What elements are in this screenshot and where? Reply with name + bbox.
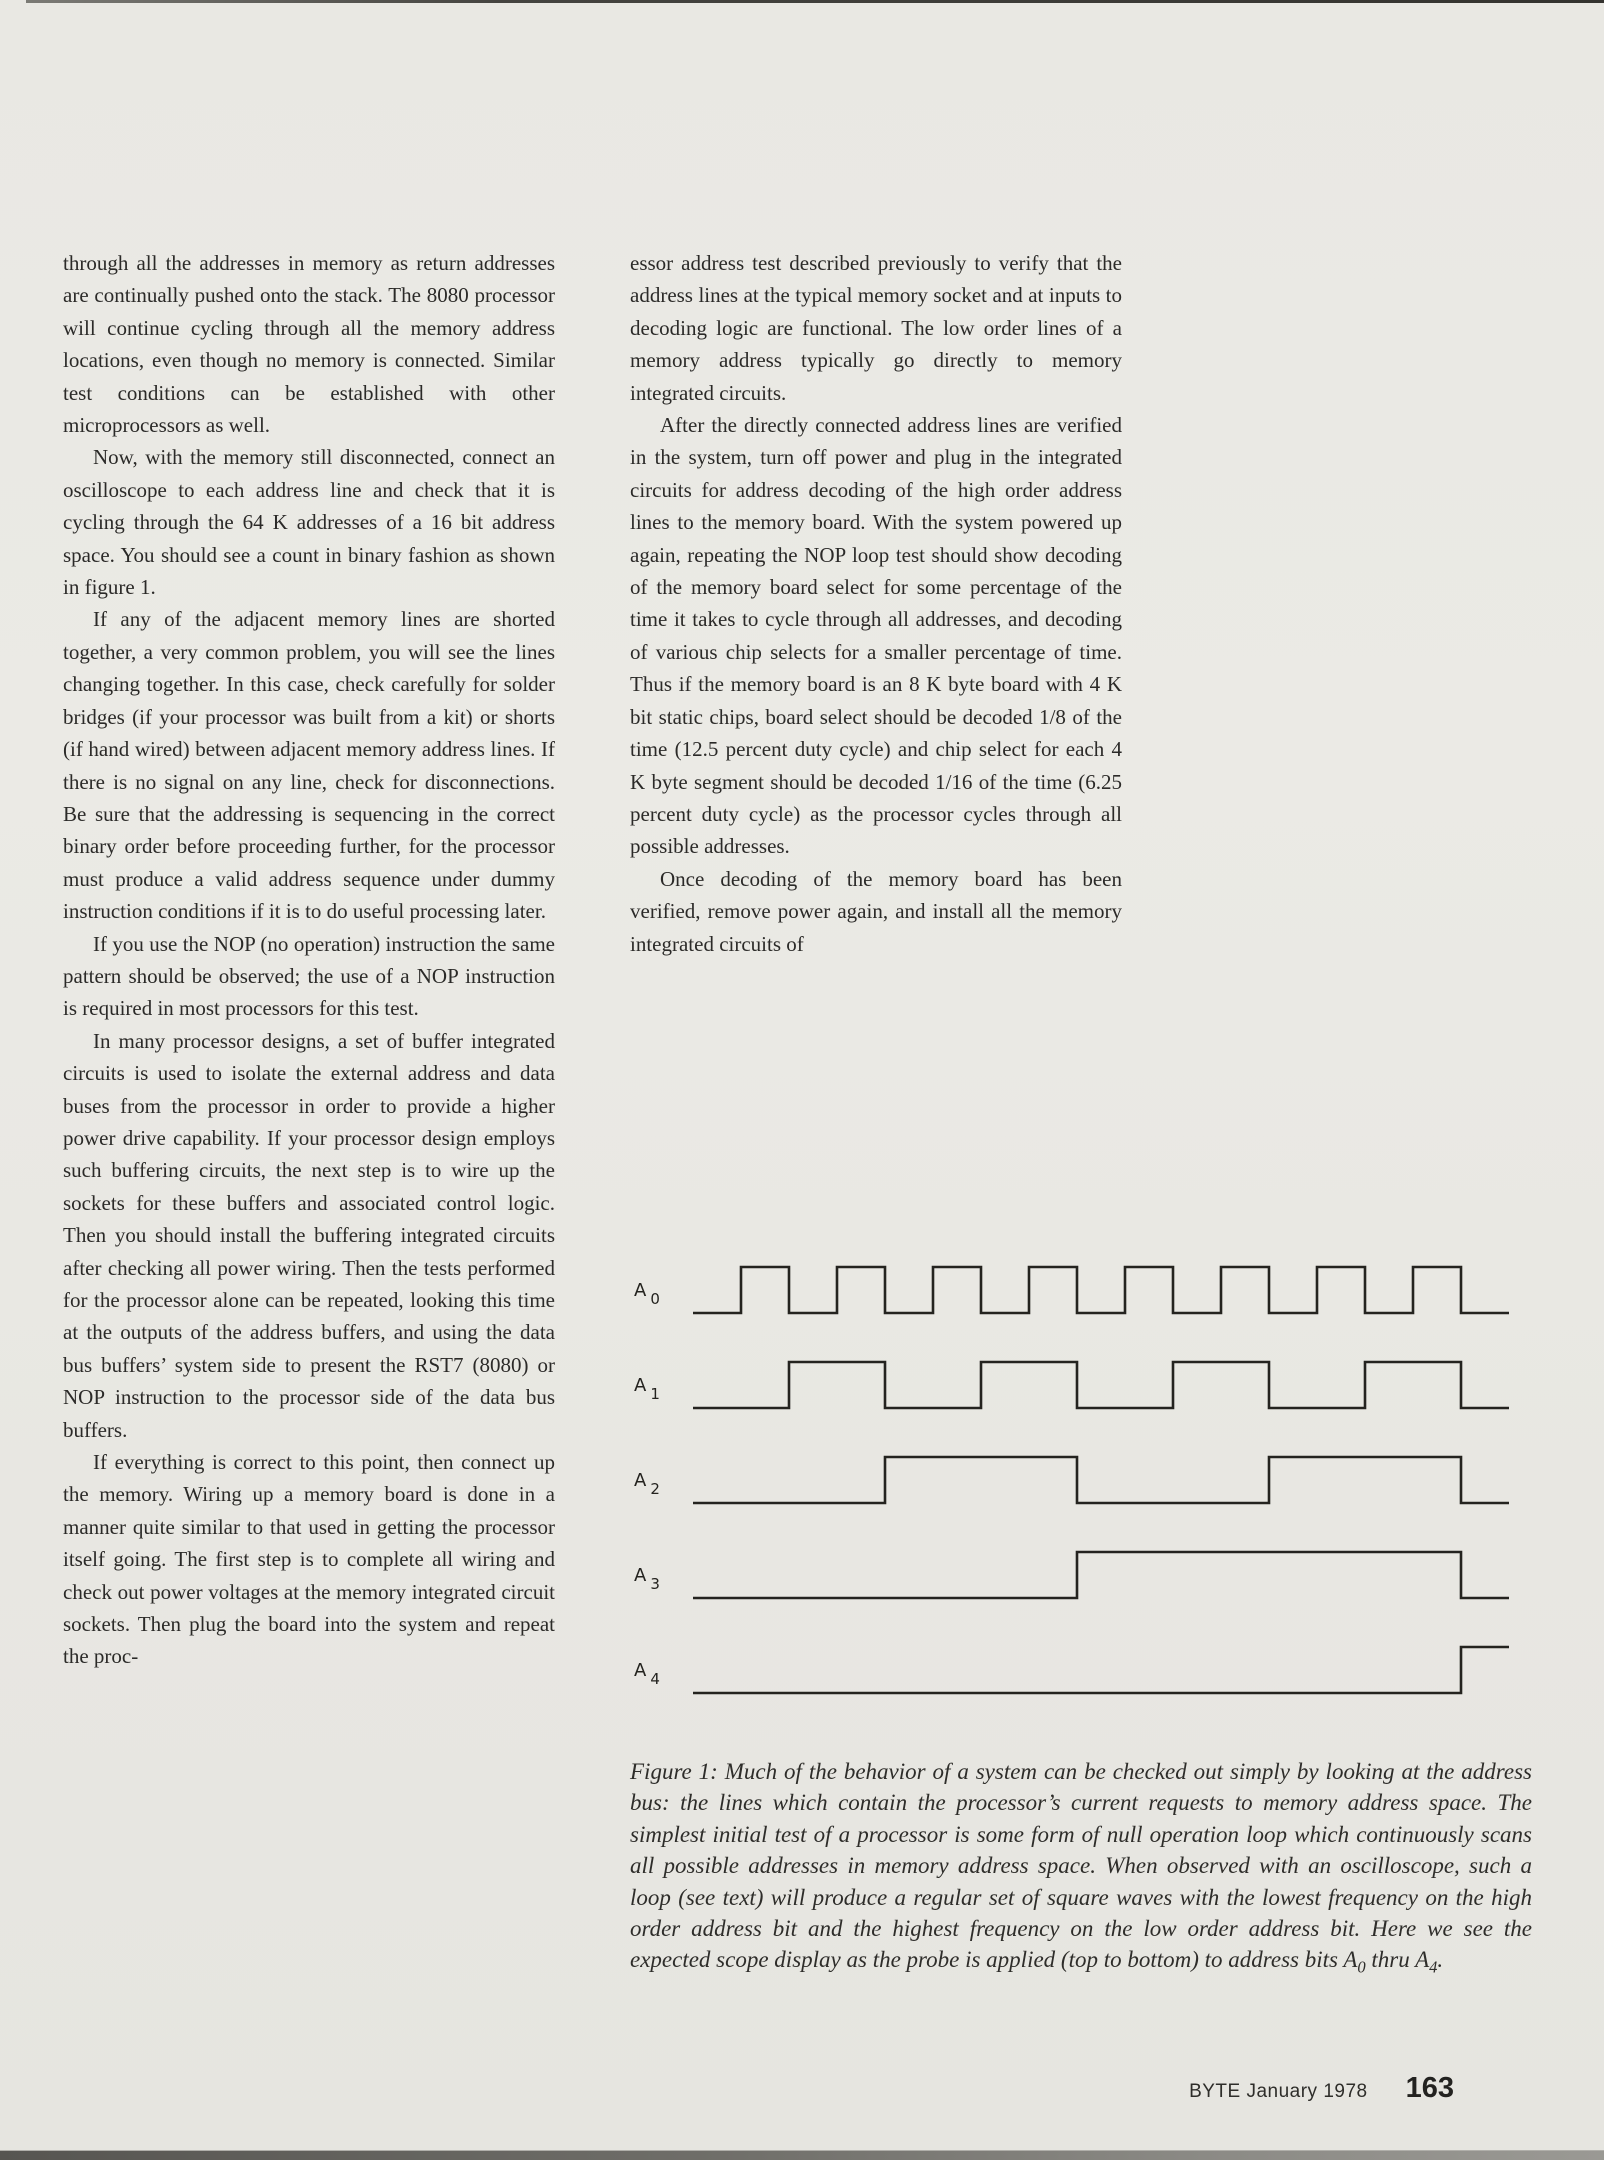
paragraph: After the directly connected address lines are verified in the system, turn off power and plug in the integrated circuits for address decoding of the high order address lines to the memory board. With the system powered up again, repeating the NOP loop test should show decoding of the memory board select for some percentage of the time it takes to cycle through all addresses, and decoding of various chip selects for a smaller percentage of time. Thus if the memory board is an 8 K byte board with 4 K bit static chips, board select should be decoded 1/8 of the time (12.5 percent duty cycle) and chip select for each 4 K byte segment should be decoded 1/16 of the time (6.25 percent duty cycle) as the processor cycles through all possible addresses. <box>630 413 1122 859</box>
page-footer <box>1189 2072 1454 2105</box>
waveform-trace-A2 <box>693 1457 1509 1503</box>
waveform-row-A2 <box>634 1457 1509 1503</box>
right-column <box>630 247 1122 960</box>
waveform-label-A1: A $_1$ <box>634 1375 660 1403</box>
waveform-label-A2: A $_2$ <box>634 1470 660 1498</box>
paragraph: Once decoding of the memory board has been verified, remove power again, and install all the memory integrated circuits of <box>630 866 1122 956</box>
page-number: 163 <box>1405 2072 1454 2104</box>
waveform-row-A3 <box>634 1552 1509 1598</box>
paragraph: essor address test described previously to verify that the address lines at the typical memory socket and at inputs to decoding logic are functional. The low order lines of a memory address typically go directly to memory integrated circuits. <box>630 251 1122 405</box>
waveform-row-A0 <box>634 1267 1509 1313</box>
paragraph: If any of the adjacent memory lines are shorted together, a very common problem, you will see the lines changing together. In this case, check carefully for solder bridges (if your processor was built from a kit) or shorts (if hand wired) between adjacent memory address lines. If there is no signal on any line, check for disconnections. Be sure that the addressing is sequencing in the correct binary order before proceeding further, for the processor must produce a valid address sequence under dummy instruction conditions if it is to do useful processing later. <box>63 607 555 924</box>
left-column <box>63 247 555 1673</box>
figure-caption: Figure 1: Much of the behavior of a system can be checked out simply by looking at the address bus: the lines which contain the processor’s current requests to memory address space. The simplest initial test of a processor is some form of null operation loop which continuously scans all possible addresses in memory address space. When observed with an oscilloscope, such a loop (see text) will produce a regular set of square waves with the lowest frequency on the high order address bit and the highest frequency on the low order address bit. Here we see the expected scope display as the probe is applied (top to bottom) to address bits $A_0$ thru $A_4$. <box>630 1759 1532 1978</box>
waveform-row-A4 <box>634 1647 1509 1693</box>
waveform-label-A4: A $_4$ <box>634 1660 660 1688</box>
waveform-trace-A0 <box>693 1267 1509 1313</box>
journal-name-date: BYTE January 1978 <box>1189 2081 1368 2102</box>
figure-1 <box>630 1228 1532 1730</box>
subscript: 4 <box>1429 1958 1438 1978</box>
waveform-label-A3: A $_3$ <box>634 1565 660 1593</box>
paragraph: If everything is correct to this point, then connect up the memory. Wiring up a memory board is done in a manner quite similar to that used in getting the processor itself going. The first step is to complete all wiring and check out power voltages at the memory integrated circuit sockets. Then plug the board into the system and repeat the proc- <box>63 1450 555 1669</box>
waveform-trace-A3 <box>693 1552 1509 1598</box>
page-top-edge-shadow <box>26 0 1604 3</box>
waveform-trace-A1 <box>693 1362 1509 1408</box>
paragraph: If you use the NOP (no operation) instruction the same pattern should be observed; the use of a NOP instruction is required in most processors for this test. <box>63 931 555 1021</box>
waveform-label-A0: A $_0$ <box>634 1280 660 1308</box>
waveform-row-A1 <box>634 1362 1509 1408</box>
waveform-trace-A4 <box>693 1647 1509 1693</box>
page-bottom-edge-shadow <box>0 2150 1604 2160</box>
subscript: 0 <box>1357 1958 1366 1978</box>
address-bus-waveform-chart <box>630 1228 1532 1730</box>
paragraph: Now, with the memory still disconnected, connect an oscilloscope to each address line and check that it is cycling through the 64 K addresses of a 16 bit address space. You should see a count in binary fashion as shown in figure 1. <box>63 445 555 600</box>
paragraph: In many processor designs, a set of buffer integrated circuits is used to isolate the external address and data buses from the processor in order to provide a higher power drive capability. If your processor design employs such buffering circuits, the next step is to wire up the sockets for these buffers and associated control logic. Then you should install the buffering integrated circuits after checking all power wiring. Then the tests performed for the processor alone can be repeated, looking this time at the outputs of the address buffers, and using the data bus buffers’ system side to present the RST7 (8080) or NOP instruction to the processor side of the data bus buffers. <box>63 1028 555 1442</box>
paragraph: through all the addresses in memory as return addresses are continually pushed onto the stack. The 8080 processor will continue cycling through all the memory address locations, even though no memory is connected. Similar test conditions can be established with other microprocessors as well. <box>63 251 555 438</box>
